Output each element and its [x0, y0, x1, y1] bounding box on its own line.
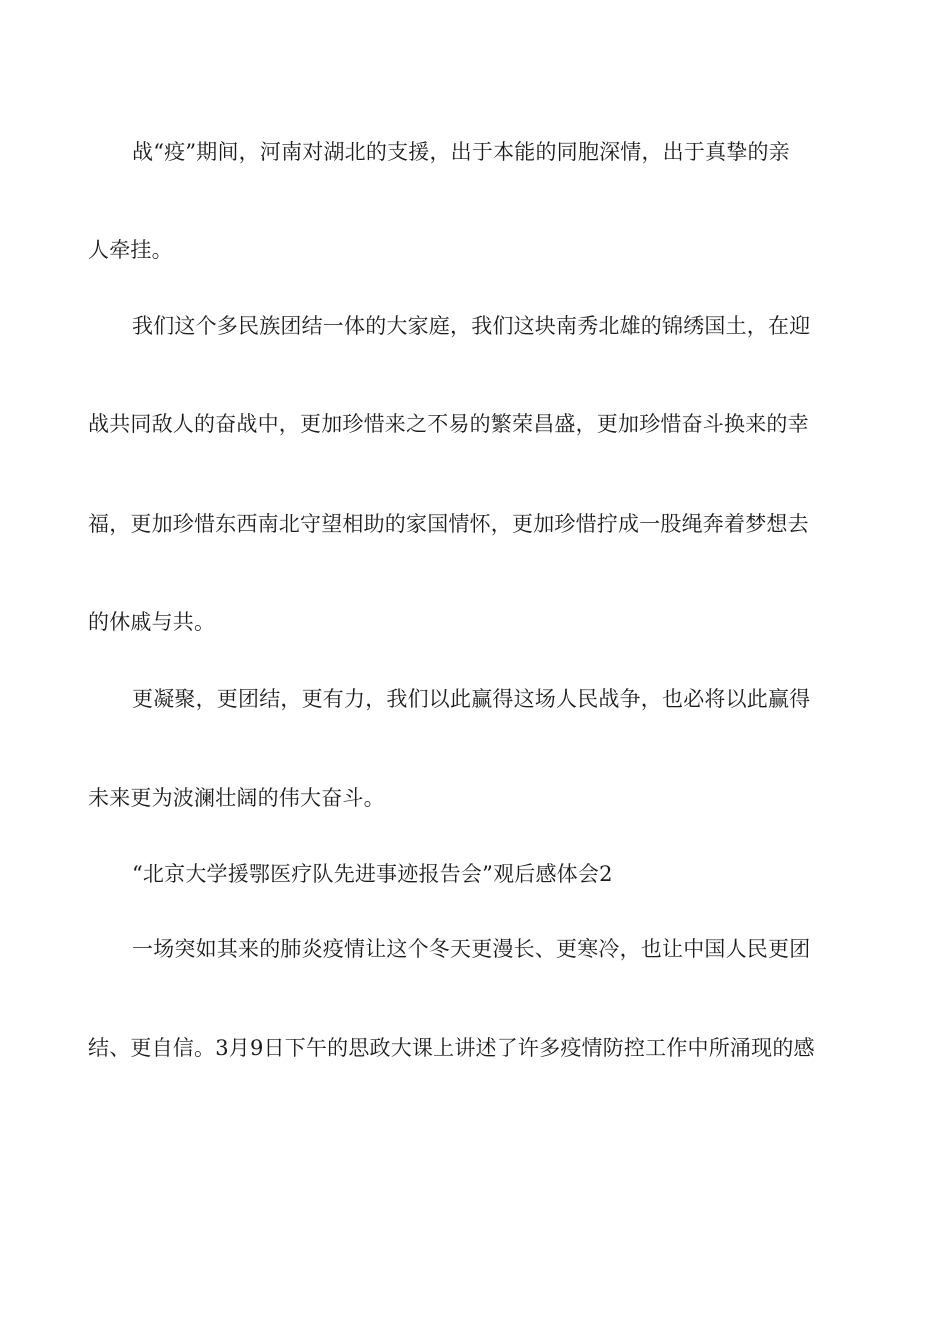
paragraph-4-line-2: 结、更自信。3月9日下午的思政大课上讲述了许多疫情防控工作中所涌现的感: [88, 1036, 815, 1060]
paragraph-2-line-2: 战共同敌人的奋战中，更加珍惜来之不易的繁荣昌盛，更加珍惜奋斗换来的幸: [88, 412, 809, 436]
paragraph-1-line-2: 人牵挂。: [88, 238, 173, 262]
paragraph-2-line-3: 福，更加珍惜东西南北守望相助的家国情怀，更加珍惜拧成一股绳奔着梦想去: [88, 512, 809, 536]
paragraph-2-line-4: 的休戚与共。: [88, 610, 216, 634]
paragraph-1-line-1: 战“疫”期间，河南对湖北的支援，出于本能的同胞深情，出于真挚的亲: [132, 140, 790, 164]
section-heading: “北京大学援鄂医疗队先进事迹报告会”观后感体会2: [132, 862, 613, 886]
paragraph-3-line-1: 更凝聚，更团结，更有力，我们以此赢得这场人民战争，也必将以此赢得: [132, 687, 811, 711]
paragraph-3-line-2: 未来更为波澜壮阔的伟大奋斗。: [88, 786, 385, 810]
paragraph-2-line-1: 我们这个多民族团结一体的大家庭，我们这块南秀北雄的锦绣国土，在迎: [132, 314, 811, 338]
paragraph-4-line-1: 一场突如其来的肺炎疫情让这个冬天更漫长、更寒冷，也让中国人民更团: [132, 937, 811, 961]
